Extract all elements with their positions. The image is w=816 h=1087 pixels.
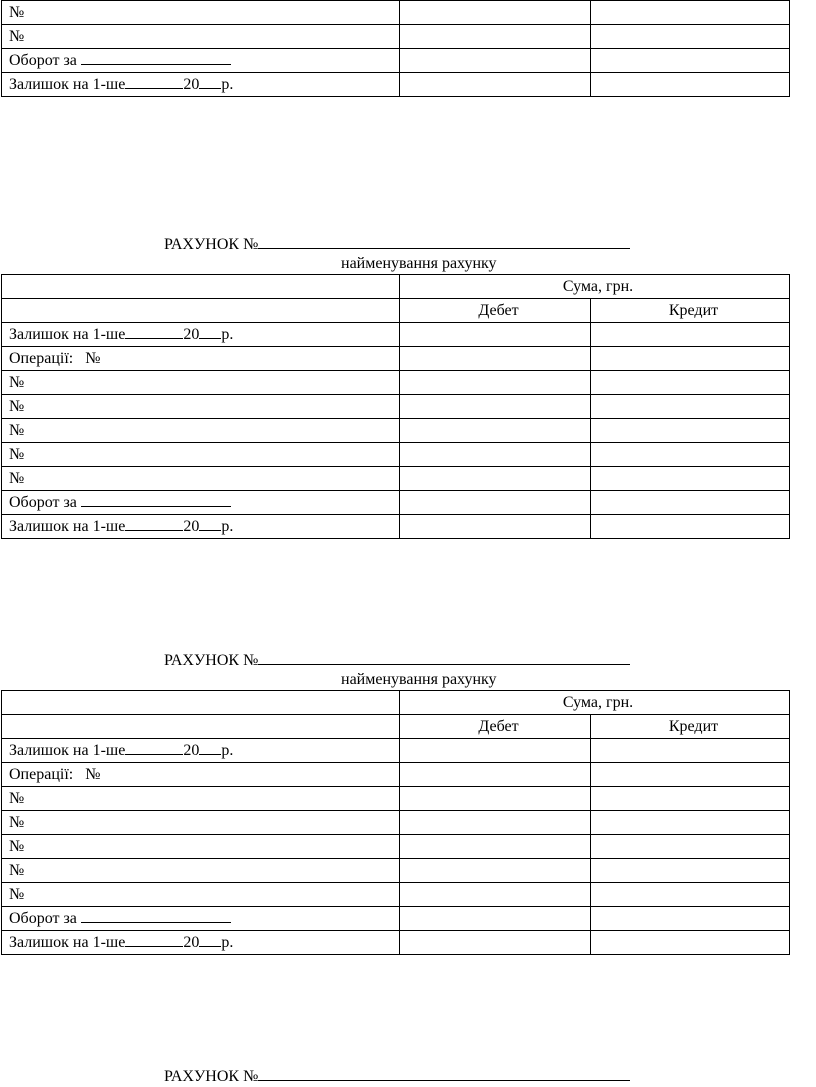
header-empty-cell <box>2 715 400 739</box>
table-row <box>2 859 790 883</box>
credit-cell <box>591 835 790 859</box>
operation-number: № <box>2 1 400 25</box>
header-empty-cell <box>2 299 400 323</box>
credit-cell <box>591 763 790 787</box>
debit-cell <box>400 811 591 835</box>
debit-cell <box>400 859 591 883</box>
opening-balance-row <box>2 739 790 763</box>
closing-balance-row <box>2 73 790 97</box>
operation-number: № <box>2 467 400 491</box>
turnover-label: Оборот за <box>2 491 400 515</box>
debit-cell <box>400 49 591 73</box>
debit-header: Дебет <box>400 299 591 323</box>
table-row <box>2 371 790 395</box>
credit-cell <box>591 907 790 931</box>
credit-cell <box>591 73 790 97</box>
account-title: РАХУНОК № <box>164 231 630 251</box>
ledger-table-continued <box>1 0 790 97</box>
balance-label: Залишок на 1-ше 20 р. <box>2 515 400 539</box>
period-blank <box>81 491 231 507</box>
credit-cell <box>591 371 790 395</box>
year-blank <box>199 931 221 947</box>
credit-cell <box>591 515 790 539</box>
credit-cell <box>591 1 790 25</box>
operation-number: № <box>2 443 400 467</box>
operation-number: № <box>2 835 400 859</box>
month-blank <box>125 739 183 755</box>
balance-label: Залишок на 1-ше 20 р. <box>2 73 400 97</box>
table-row <box>2 1 790 25</box>
turnover-row <box>2 49 790 73</box>
table-row <box>2 299 790 323</box>
operation-number: № <box>2 25 400 49</box>
ledger-table <box>1 274 790 539</box>
ledger-table <box>1 690 790 955</box>
credit-header: Кредит <box>591 715 790 739</box>
operation-number: № <box>2 859 400 883</box>
table-row <box>2 811 790 835</box>
credit-header: Кредит <box>591 299 790 323</box>
credit-cell <box>591 347 790 371</box>
account-number-blank <box>258 647 630 665</box>
debit-cell <box>400 931 591 955</box>
credit-cell <box>591 419 790 443</box>
amount-header: Сума, грн. <box>400 691 790 715</box>
turnover-label: Оборот за <box>2 907 400 931</box>
debit-header: Дебет <box>400 715 591 739</box>
month-blank <box>125 931 183 947</box>
debit-cell <box>400 763 591 787</box>
turnover-label: Оборот за <box>2 49 400 73</box>
credit-cell <box>591 491 790 515</box>
table-row <box>2 467 790 491</box>
month-blank <box>125 323 183 339</box>
period-blank <box>81 907 231 923</box>
credit-cell <box>591 883 790 907</box>
balance-label: Залишок на 1-ше 20 р. <box>2 931 400 955</box>
operations-row <box>2 763 790 787</box>
turnover-row <box>2 907 790 931</box>
balance-label: Залишок на 1-ше 20 р. <box>2 739 400 763</box>
debit-cell <box>400 1 591 25</box>
table-row <box>2 275 790 299</box>
operations-row <box>2 347 790 371</box>
account-title: РАХУНОК № <box>164 1063 630 1083</box>
amount-header: Сума, грн. <box>400 275 790 299</box>
operation-number: № <box>2 811 400 835</box>
table-row <box>2 691 790 715</box>
turnover-row <box>2 491 790 515</box>
header-empty-cell <box>2 275 400 299</box>
operation-number: № <box>2 371 400 395</box>
table-row <box>2 787 790 811</box>
operations-label: Операції: № <box>2 763 400 787</box>
credit-cell <box>591 859 790 883</box>
balance-label: Залишок на 1-ше 20 р. <box>2 323 400 347</box>
debit-cell <box>400 467 591 491</box>
table-row <box>2 395 790 419</box>
account-name-caption: найменування рахунку <box>341 671 497 688</box>
year-blank <box>199 739 221 755</box>
credit-cell <box>591 739 790 763</box>
debit-cell <box>400 515 591 539</box>
debit-cell <box>400 787 591 811</box>
debit-cell <box>400 835 591 859</box>
opening-balance-row <box>2 323 790 347</box>
account-name-caption: найменування рахунку <box>341 255 497 272</box>
year-blank <box>199 323 221 339</box>
header-empty-cell <box>2 691 400 715</box>
credit-cell <box>591 931 790 955</box>
debit-cell <box>400 883 591 907</box>
debit-cell <box>400 739 591 763</box>
year-blank <box>199 515 221 531</box>
debit-cell <box>400 395 591 419</box>
operation-number: № <box>2 883 400 907</box>
debit-cell <box>400 323 591 347</box>
table-row <box>2 443 790 467</box>
operation-number: № <box>2 787 400 811</box>
operations-label: Операції: № <box>2 347 400 371</box>
credit-cell <box>591 467 790 491</box>
credit-cell <box>591 787 790 811</box>
period-blank <box>81 49 231 65</box>
table-row <box>2 883 790 907</box>
debit-cell <box>400 419 591 443</box>
operation-number: № <box>2 419 400 443</box>
month-blank <box>125 73 183 89</box>
debit-cell <box>400 25 591 49</box>
debit-cell <box>400 371 591 395</box>
credit-cell <box>591 443 790 467</box>
operation-number: № <box>2 395 400 419</box>
debit-cell <box>400 347 591 371</box>
table-row <box>2 25 790 49</box>
credit-cell <box>591 811 790 835</box>
credit-cell <box>591 25 790 49</box>
account-number-blank <box>258 231 630 249</box>
closing-balance-row <box>2 515 790 539</box>
credit-cell <box>591 49 790 73</box>
account-title: РАХУНОК № <box>164 647 630 667</box>
account-number-blank <box>258 1063 630 1081</box>
table-row <box>2 835 790 859</box>
credit-cell <box>591 323 790 347</box>
debit-cell <box>400 73 591 97</box>
year-blank <box>199 73 221 89</box>
table-row <box>2 419 790 443</box>
credit-cell <box>591 395 790 419</box>
debit-cell <box>400 907 591 931</box>
month-blank <box>125 515 183 531</box>
closing-balance-row <box>2 931 790 955</box>
debit-cell <box>400 443 591 467</box>
debit-cell <box>400 491 591 515</box>
table-row <box>2 715 790 739</box>
